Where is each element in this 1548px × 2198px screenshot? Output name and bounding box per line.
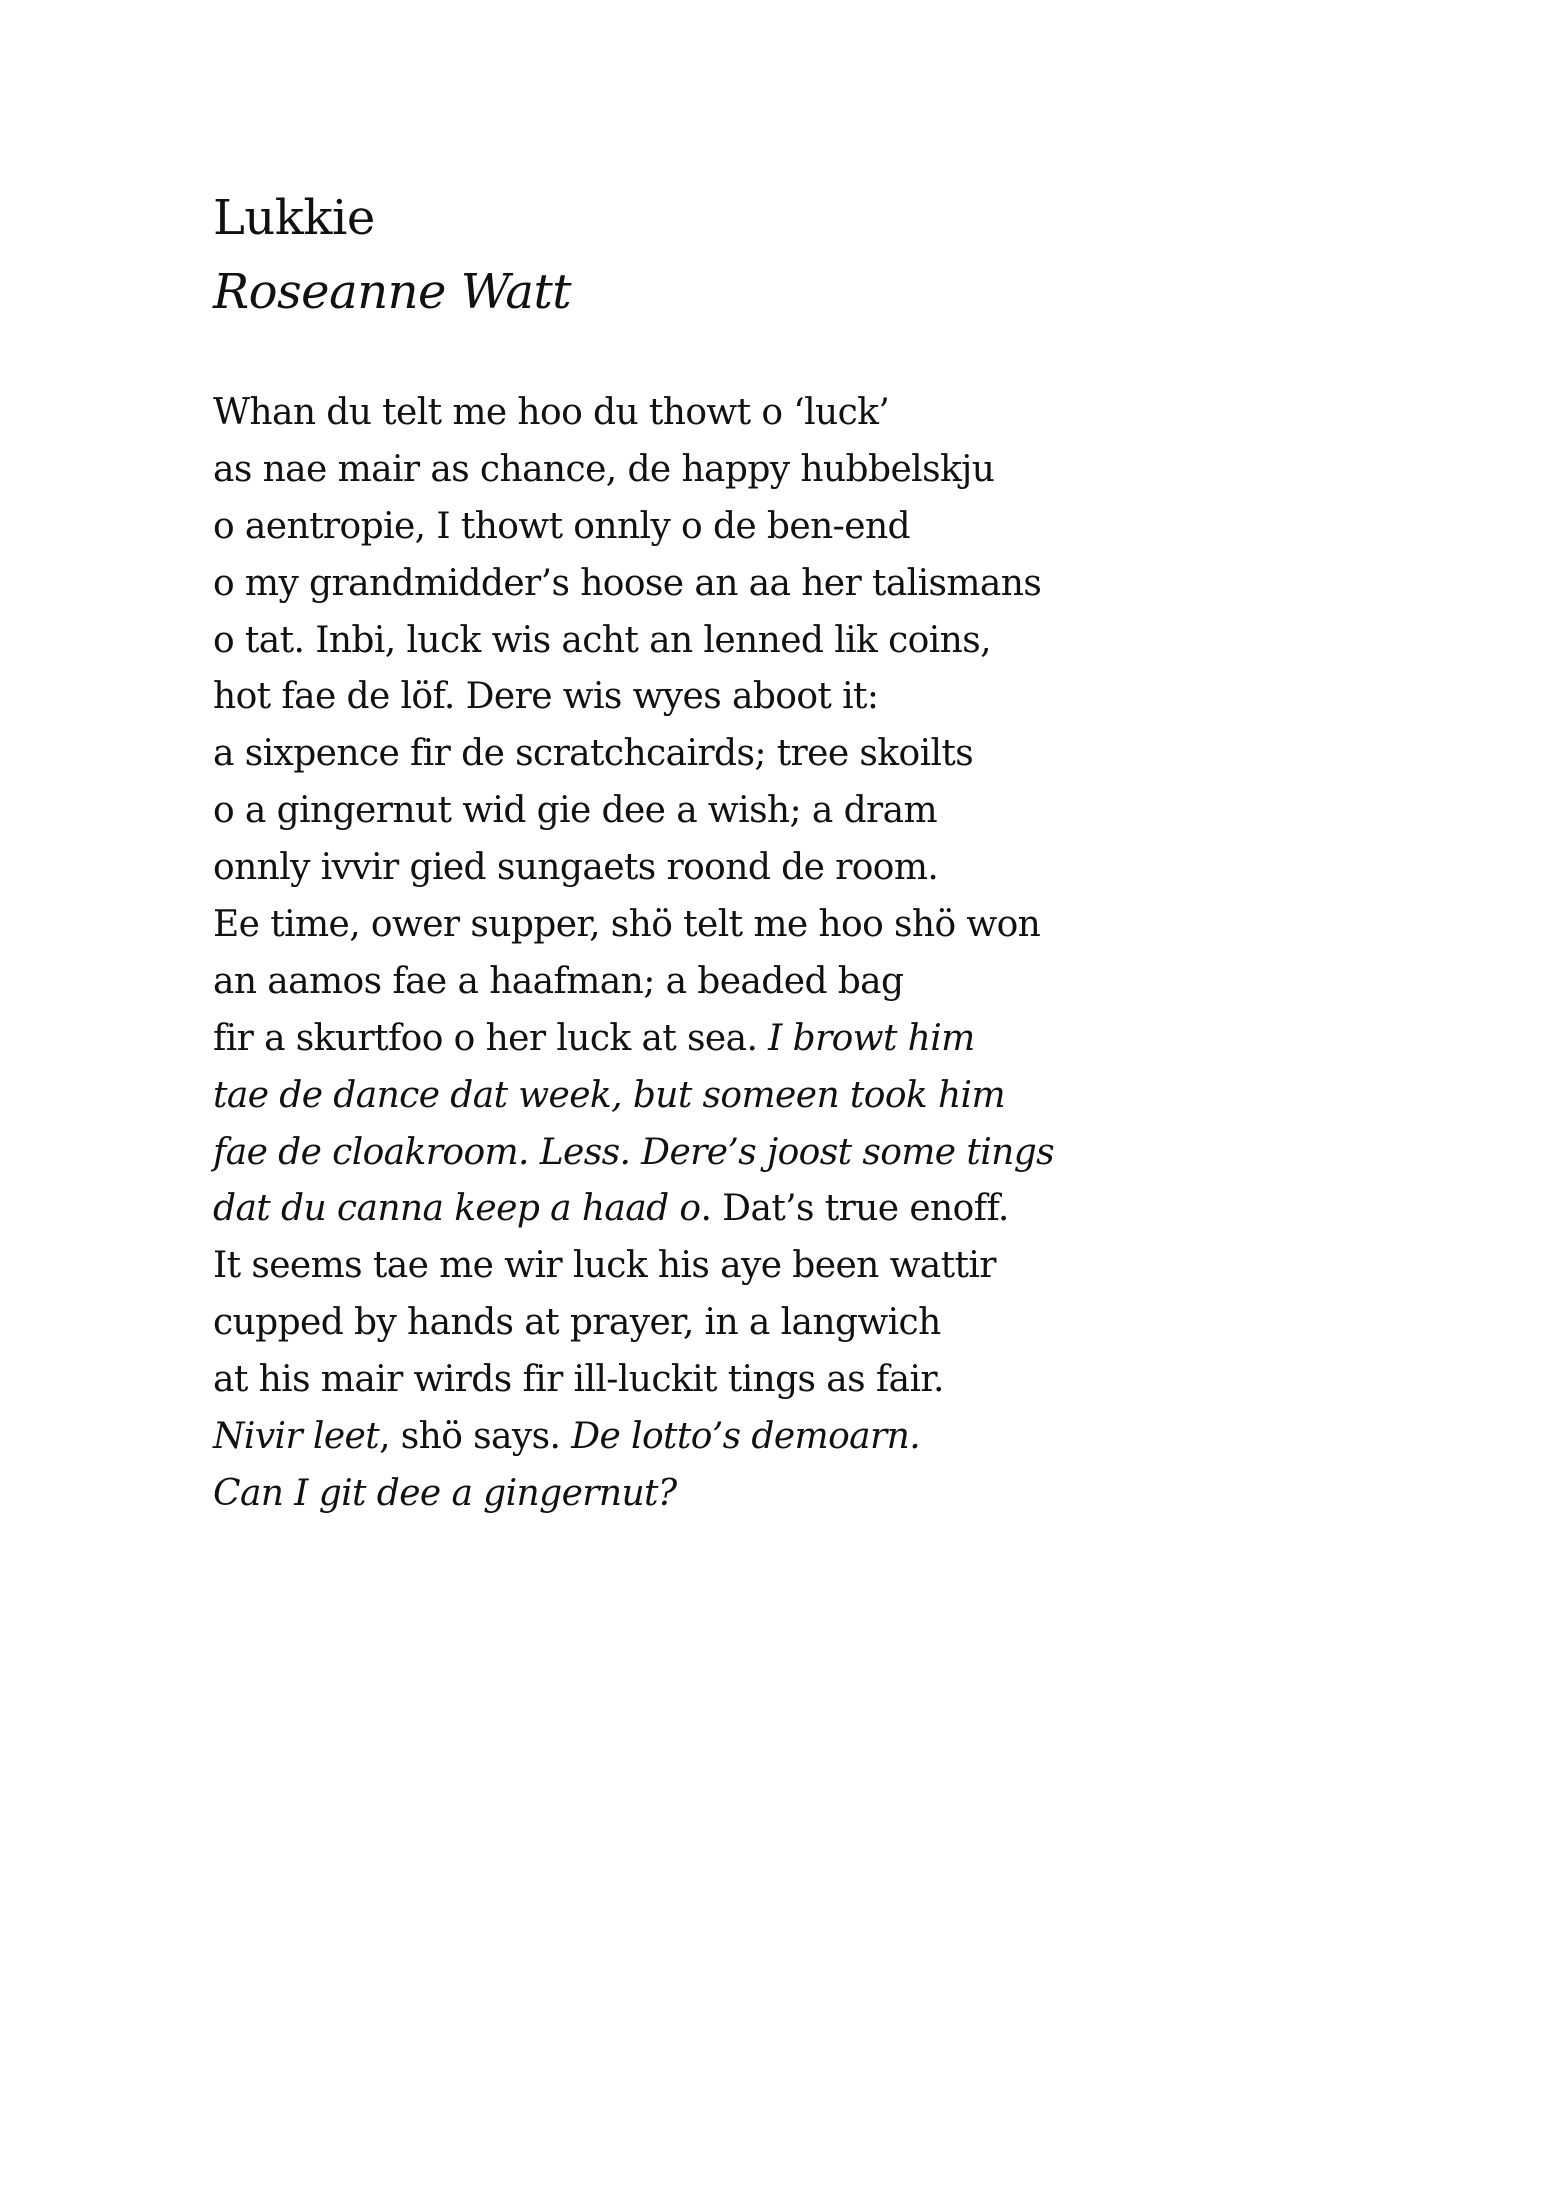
poem-line-segment: hot fae de löf. Dere wis wyes aboot it:	[213, 676, 879, 718]
poem-line	[213, 1011, 1054, 1068]
poem-line	[213, 840, 1054, 897]
poem-author: Roseanne Watt	[213, 264, 572, 320]
poem-body	[213, 385, 1054, 1523]
poem-line	[213, 1181, 1054, 1238]
poem-line-segment: o tat. Inbi, luck wis acht an lenned lik coins,	[213, 619, 991, 661]
poem-line-segment: onnly ivvir gied sungaets roond de room.	[213, 847, 939, 889]
poem-line	[213, 1238, 1054, 1295]
poem-line-segment: at his mair wirds fir ill-luckit tings as fair.	[213, 1359, 944, 1401]
poem-line	[213, 954, 1054, 1011]
poem-line-segment: It seems tae me wir luck his aye been wattir	[213, 1245, 996, 1287]
poem-line	[213, 1352, 1054, 1409]
poem-line-segment: o a gingernut wid gie dee a wish; a dram	[213, 790, 938, 832]
poem-line-italic-segment: Can I git dee a gingernut?	[213, 1472, 677, 1514]
poem-line	[213, 1295, 1054, 1352]
poem-line	[213, 499, 1054, 556]
poem-line-italic-segment: tae de dance dat week, but someen took him	[213, 1074, 1005, 1116]
poem-line	[213, 1409, 1054, 1466]
poem-line	[213, 726, 1054, 783]
poem-line	[213, 1466, 1054, 1523]
poem-line-italic-segment: I browt him	[768, 1017, 975, 1059]
poem-line	[213, 613, 1054, 670]
poem-line-segment: . Dat’s true enoff.	[700, 1188, 1009, 1230]
poem-line-segment: o aentropie, I thowt onnly o de ben-end	[213, 505, 910, 547]
poem-line	[213, 783, 1054, 840]
poem-line-segment: o my grandmidder’s hoose an aa her talismans	[213, 562, 1042, 604]
poem-title: Lukkie	[213, 190, 375, 246]
poem-line	[213, 1125, 1054, 1182]
poem-line-italic-segment: De lotto’s demoarn.	[571, 1416, 921, 1458]
poem-line-segment: fir a skurtfoo o her luck at sea.	[213, 1017, 769, 1059]
poem-line	[213, 897, 1054, 954]
poem-line-italic-segment: fae de cloakroom. Less. Dere’s joost some tings	[213, 1131, 1055, 1173]
poem-line-italic-segment: Nivir leet	[213, 1416, 380, 1458]
poem-line-segment: as nae mair as chance, de happy hubbelskju	[213, 448, 995, 490]
poem-line-segment: cupped by hands at prayer, in a langwich	[213, 1302, 941, 1344]
poem-line	[213, 669, 1054, 726]
poem-line-segment: a sixpence fir de scratchcairds; tree skoilts	[213, 733, 974, 775]
poem-line	[213, 442, 1054, 499]
poem-line	[213, 556, 1054, 613]
poem-line-italic-segment: dat du canna keep a haad o	[213, 1188, 701, 1230]
poem-line-segment: Ee time, ower supper, shö telt me hoo shö won	[213, 904, 1041, 946]
poem-line	[213, 385, 1054, 442]
poem-line	[213, 1068, 1054, 1125]
poem-line-segment: Whan du telt me hoo du thowt o ‘luck’	[213, 392, 890, 433]
poem-line-segment: an aamos fae a haafman; a beaded bag	[213, 960, 904, 1002]
poem-line-segment: , shö says.	[379, 1416, 572, 1458]
